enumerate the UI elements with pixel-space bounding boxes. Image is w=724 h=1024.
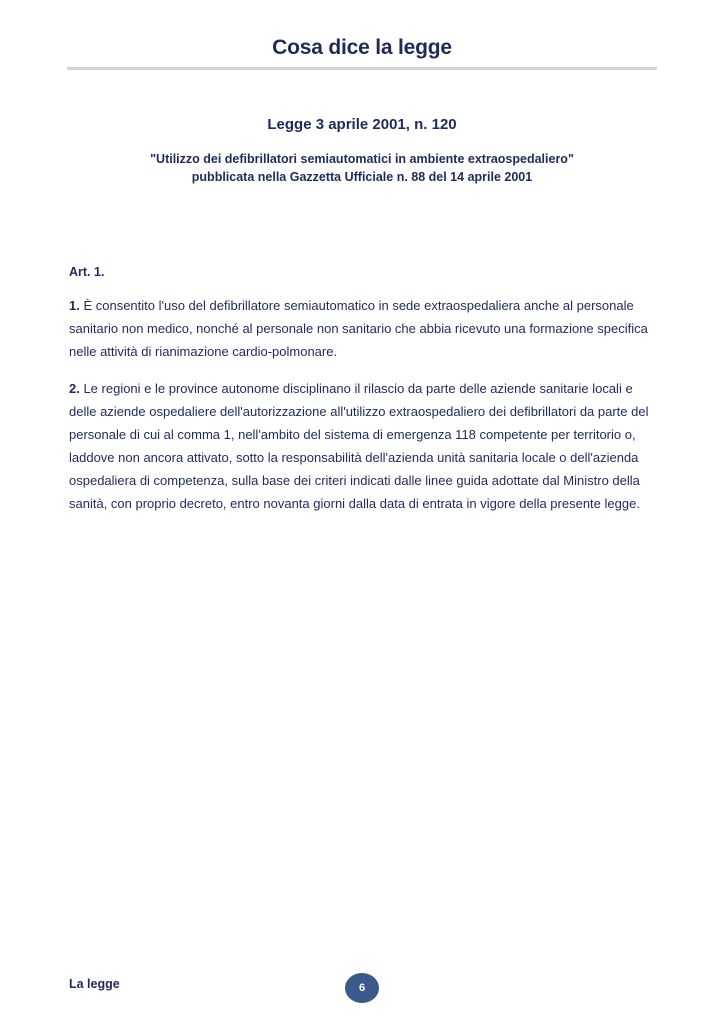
paragraph-text: Le regioni e le province autonome disciplinano il rilascio da parte delle aziende sanitarie locali e delle aziende ospedaliere dell'autorizzazione all'utilizzo extraospedaliero dei defibrillatori da parte del personale di cui al comma 1, nell'ambito del sistema di emergenza 118 competente per territorio o, laddove non ancora attivato, sotto la responsabilità dell'azienda unità sanitaria locale o dell'azienda ospedaliera di competenza, sulla base dei criteri indicati dalle linee guida adottate dal Ministro della sanità, con proprio decreto, entro novanta giorni dalla data di entrata in vigore della presente legge. <box>69 381 649 511</box>
footer-section-label: La legge <box>69 977 120 991</box>
law-subtitle-line-2: pubblicata nella Gazzetta Ufficiale n. 88 del 14 aprile 2001 <box>191 170 533 184</box>
article-paragraph-2 <box>69 377 661 515</box>
page-number-badge: 6 <box>345 973 379 1003</box>
paragraph-text: È consentito l'uso del defibrillatore semiautomatico in sede extraospedaliera anche al personale sanitario non medico, nonché al personale non sanitario che abbia ricevuto una formazione specifica nelle attività di rianimazione cardio-polmonare. <box>69 298 648 359</box>
law-title: Legge 3 aprile 2001, n. 120 <box>267 116 457 133</box>
paragraph-number: 1. <box>69 298 80 313</box>
title-divider <box>67 67 657 70</box>
law-subtitle-line-1: "Utilizzo dei defibrillatori semiautomatici in ambiente extraospedaliero" <box>150 152 574 166</box>
page-title: Cosa dice la legge <box>272 36 452 59</box>
law-subtitle <box>0 150 724 186</box>
article-heading: Art. 1. <box>69 265 105 279</box>
paragraph-number: 2. <box>69 381 80 396</box>
article-paragraph-1 <box>69 294 661 363</box>
article-body <box>69 294 661 529</box>
